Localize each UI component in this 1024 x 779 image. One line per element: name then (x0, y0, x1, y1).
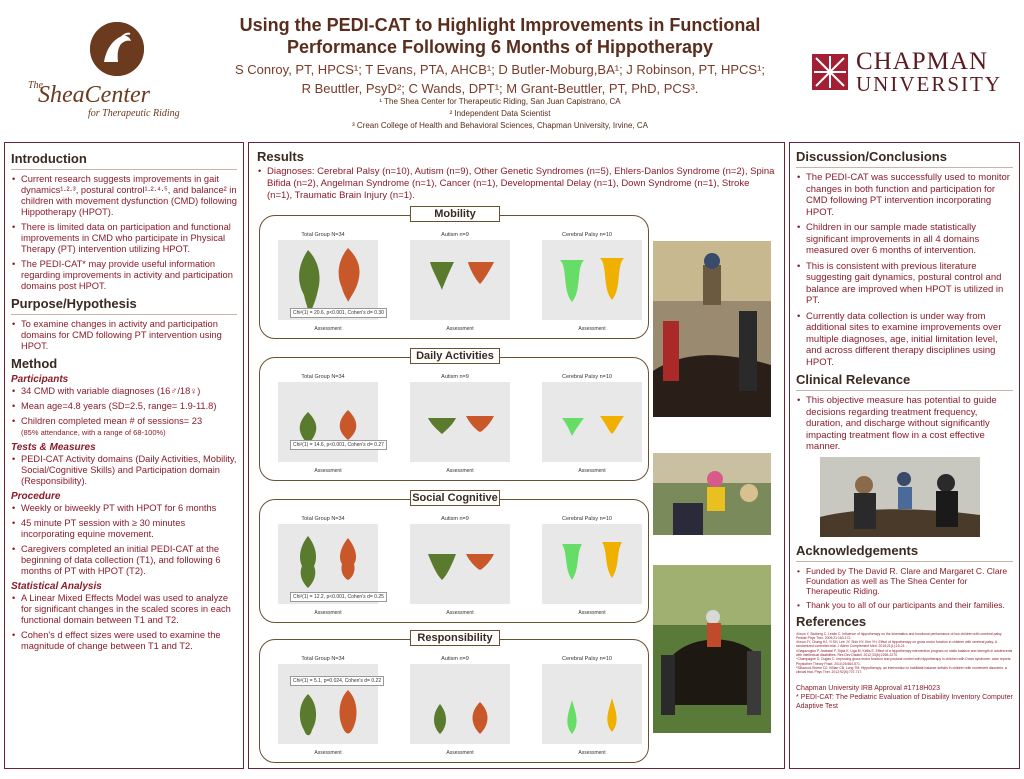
responsibility-panel (259, 632, 649, 763)
photo-child-standing-on-horse (653, 241, 771, 417)
logo-name-text: SheaCenter (38, 82, 150, 108)
results-heading: Results (257, 149, 304, 164)
affiliation-2: ² Independent Data Scientist (449, 109, 551, 118)
pedi-cat-footnote: * PEDI-CAT: The Pediatric Evaluation of Disability Inventory Computer Adaptive Test (796, 694, 1013, 711)
plot-area (410, 664, 510, 744)
list-item: • This is consistent with previous literature suggesting gait dynamics, postural control and balance are improved when HPOT is utilized in PT. (796, 261, 1013, 307)
x-axis-label: Assessment (314, 750, 342, 756)
list-item: • Children in our sample made statistically significant improvements in all 4 domains measured over 6 months of intervention. (796, 222, 1013, 257)
procedure-heading: Procedure (11, 491, 61, 502)
participants-heading: Participants (11, 374, 69, 385)
logo-the-text: The (28, 80, 43, 91)
plot-area (278, 382, 378, 462)
plot-area (542, 240, 642, 320)
list-item: • The PEDI-CAT was successfully used to monitor changes in both function and participation for CMD following PT intervention incorporating HPOT. (796, 172, 1013, 218)
x-axis-label: Assessment (446, 610, 474, 616)
list-item: • Weekly or biweekly PT with HPOT for 6 months (11, 503, 237, 514)
irb-approval: Chapman University IRB Approval #1718H023 (796, 685, 940, 693)
stat-annotation: Chi²(1) = 12.2, p<0.001, Cohen's d= 0.25 (290, 592, 387, 602)
results-column (248, 142, 785, 769)
plot-area (542, 382, 642, 462)
mobility-panel (259, 208, 649, 339)
participants-list (11, 386, 237, 438)
list-item: • A Linear Mixed Effects Model was used to analyze for significant changes in the scaled scores in each functional domain between T1 and T2. (11, 593, 237, 626)
stats-list (11, 593, 237, 652)
plot-title: Total Group N=34 (301, 516, 345, 522)
panel-label: Daily Activities (410, 348, 500, 364)
photo-child-riding-outdoors (653, 565, 771, 733)
introduction-heading: Introduction (11, 151, 87, 166)
right-column (789, 142, 1020, 769)
list-item: • Funded by The David R. Clare and Margaret C. Clare Foundation as well as The Shea Center for Therapeutic Riding. (796, 566, 1013, 596)
chapman-window-icon (812, 54, 848, 90)
plot-title: Total Group N=34 (301, 656, 345, 662)
list-item: • Mean age=4.8 years (SD=2.5, range= 1.9-11.8) (11, 401, 237, 412)
horse-head-icon (90, 22, 144, 76)
acknowledgements-heading: Acknowledgements (796, 542, 919, 558)
shea-center-logo (20, 22, 190, 122)
violin-plot-cp (528, 372, 646, 476)
x-axis-label: Assessment (578, 750, 606, 756)
sessions-text: Children completed mean # of sessions= 23 (21, 416, 203, 426)
plot-title: Cerebral Palsy n=10 (562, 374, 612, 380)
title-line-1: Using the PEDI-CAT to Highlight Improvements in Functional (239, 15, 761, 35)
stats-heading: Statistical Analysis (11, 581, 102, 592)
x-axis-label: Assessment (446, 750, 474, 756)
affiliations (230, 96, 770, 132)
x-axis-label: Assessment (578, 326, 606, 332)
tests-list (11, 454, 237, 487)
list-item: • 45 minute PT session with ≥ 30 minutes incorporating equine movement. (11, 518, 237, 540)
divider (11, 314, 237, 315)
purpose-list (11, 319, 237, 352)
violin-plot-cp (528, 654, 646, 758)
author-list (170, 60, 830, 98)
plot-area (542, 524, 642, 604)
list-item: • PEDI-CAT Activity domains (Daily Activities, Mobility, Social/Cognitive Skills) and Participation domain (Responsibility). (11, 454, 237, 487)
violin-plot-autism (396, 514, 514, 618)
plot-title: Autism n=9 (441, 516, 469, 522)
photo-child-on-horse-with-helpers (653, 453, 771, 535)
list-item: • Currently data collection is under way from additional sites to examine improvements over multiple diagnoses, age, initial limitation level, and across different therapy disciplines using HPOT. (796, 311, 1013, 369)
list-item: • There is limited data on participation and functional improvements in CMD who participate in Physical Therapy (PT) intervention utilizing HPOT. (11, 222, 237, 255)
divider (11, 169, 237, 170)
reference-item: ⁵Silkwood-Sherer DJ, Killian CB, Long TM. Hippotherapy: an intervention to habilitate balance deficits in children with movement disorders: a clinical trial. Phys Ther. 2012;92(5):707-717. (796, 665, 1007, 675)
method-heading: Method (11, 356, 58, 371)
procedure-list (11, 503, 237, 577)
x-axis-label: Assessment (314, 326, 342, 332)
list-item: • The PEDI-CAT* may provide useful information regarding improvements in activity and participation domains post HPOT. (11, 259, 237, 292)
plot-area (410, 382, 510, 462)
poster-header (0, 0, 1024, 138)
list-item: • 34 CMD with variable diagnoses (16♂/18♀) (11, 386, 237, 397)
list-item: • Thank you to all of our participants and their families. (796, 600, 1013, 610)
diagnoses-text: • Diagnoses: Cerebral Palsy (n=10), Autism (n=9), Other Genetic Syndromes (n=5), Ehlers-Danlos Syndrome (n=2), Spina Bifida (n=2), Angelman Syndrome (n=1), Cancer (n=1), Developmental Delay (n=1), Down Syndrome (n=1), Stroke (n=1), Traumatic Brain Injury (n=1). (257, 166, 776, 202)
plot-title: Cerebral Palsy n=10 (562, 516, 612, 522)
plot-area (410, 240, 510, 320)
clinical-heading: Clinical Relevance (796, 372, 911, 387)
divider (796, 561, 1013, 562)
poster-title (200, 14, 800, 58)
tests-heading: Tests & Measures (11, 442, 96, 453)
reference-item: ²Kwon JY, Chang HJ, Yi SH, Lee JY, Shin HY, Kim YH. Effect of hippotherapy on gross motor function in children with cerebral palsy: A randomized controlled trial. J Altern Complement Med. 2015;21(1):15-21. (796, 640, 997, 649)
list-item (11, 416, 237, 438)
affiliation-3: ³ Crean College of Health and Behavioral Sciences, Chapman University, Irvine, CA (352, 121, 648, 130)
attendance-note: (85% attendance, with a range of 68-100%) (21, 428, 166, 437)
list-item: • Current research suggests improvements in gait dynamics¹·²·³, postural control¹·²·⁴·⁵, and balance² in children with movement dysfunction (CMD) following Hippotherapy (HPOT). (11, 174, 237, 218)
violin-plot-cp (528, 514, 646, 618)
reference-item: ³Giagazoglou P, Arabatzi F, Dipla K, Liga M, Kellis E. Effect of a hippotherapy intervention program on static balance and strength in adolescents with intellectual disabilities. Res Dev Disabil. 2012;33(6):2265-2270. (796, 648, 1013, 657)
violin-plot-autism (396, 230, 514, 334)
panel-label: Responsibility (410, 630, 500, 646)
panel-label: Social Cognitive (410, 490, 500, 506)
plot-title: Total Group N=34 (301, 374, 345, 380)
list-item: • Caregivers completed an initial PEDI-CAT at the beginning of data collection (T1), and following 6 months of PT with HPOT (T2). (11, 544, 237, 577)
purpose-heading: Purpose/Hypothesis (11, 296, 137, 311)
chapman-logo (812, 46, 1012, 102)
left-column (4, 142, 244, 769)
plot-title: Total Group N=34 (301, 232, 345, 238)
list-item: • Cohen's d effect sizes were used to examine the magnitude of change between T1 and T2. (11, 630, 237, 652)
violin-plot-autism (396, 654, 514, 758)
plot-area (542, 664, 642, 744)
reference-item: ¹Kwon Y, Stulberg C, Leslie C. Influence of hippotherapy on the kinematics and functional performance of two children with cerebral palsy. Pediatr Phys Ther. 2009;21:163-172. (796, 631, 1003, 640)
references-list (796, 632, 1013, 675)
acknowledgements-list (796, 566, 1013, 610)
clinical-list (796, 395, 1013, 453)
violin-plot-cp (528, 230, 646, 334)
plot-title: Cerebral Palsy n=10 (562, 656, 612, 662)
x-axis-label: Assessment (446, 468, 474, 474)
reference-item: ⁴Champagne D, Dugas C. Improving gross motor function and postural control with hippotherapy in children with Down syndrome: case reports. Physiother Theory Pract. 2010;26:564-571. (796, 657, 1012, 666)
violin-plot-total (264, 230, 382, 334)
x-axis-label: Assessment (314, 610, 342, 616)
x-axis-label: Assessment (578, 468, 606, 474)
authors-line-1: S Conroy, PT, HPCS¹; T Evans, PTA, AHCB¹; D Butler-Moburg,BA¹; J Robinson, PT, HPCS¹; (234, 62, 766, 77)
logo-tagline: for Therapeutic Riding (88, 108, 180, 119)
divider (796, 390, 1013, 391)
plot-title: Autism n=9 (441, 232, 469, 238)
x-axis-label: Assessment (578, 610, 606, 616)
chapman-university: UNIVERSITY (856, 72, 1002, 96)
panel-label: Mobility (410, 206, 500, 222)
stat-annotation: Chi²(1) = 20.6, p<0.001, Cohen's d= 0.30 (290, 308, 387, 318)
list-item: • This objective measure has potential to guide decisions regarding treatment frequency, duration, and discharge without significantly impacting treatment flow in a cost effective manner. (796, 395, 1013, 453)
stat-annotation: Chi²(1) = 5.1, p=0.024, Cohen's d= 0.22 (290, 676, 384, 686)
chapman-name: CHAPMAN (856, 48, 989, 75)
plot-title: Autism n=9 (441, 656, 469, 662)
plot-title: Autism n=9 (441, 374, 469, 380)
list-item: • To examine changes in activity and participation domains for CMD following PT intervention using HPOT. (11, 319, 237, 352)
references-heading: References (796, 613, 867, 629)
violin-plot-autism (396, 372, 514, 476)
violin-plot-total (264, 514, 382, 618)
introduction-list (11, 174, 237, 292)
affiliation-1: ¹ The Shea Center for Therapeutic Riding, San Juan Capistrano, CA (379, 97, 621, 106)
x-axis-label: Assessment (446, 326, 474, 332)
daily-activities-panel (259, 350, 649, 481)
authors-line-2: R Beuttler, PsyD²; C Wands, DPT¹; M Grant-Beuttler, PT, PhD, PCS³. (301, 81, 699, 96)
violin-plot-total (264, 654, 382, 758)
discussion-list (796, 172, 1013, 368)
social-cognitive-panel (259, 492, 649, 623)
photo-high-five-on-horse (820, 457, 980, 537)
plot-area (410, 524, 510, 604)
discussion-heading: Discussion/Conclusions (796, 149, 947, 164)
plot-title: Cerebral Palsy n=10 (562, 232, 612, 238)
stat-annotation: Chi²(1) = 14.6, p<0.001, Cohen's d= 0.27 (290, 440, 387, 450)
divider (796, 167, 1013, 168)
violin-plot-total (264, 372, 382, 476)
x-axis-label: Assessment (314, 468, 342, 474)
title-line-2: Performance Following 6 Months of Hippotherapy (286, 37, 714, 57)
